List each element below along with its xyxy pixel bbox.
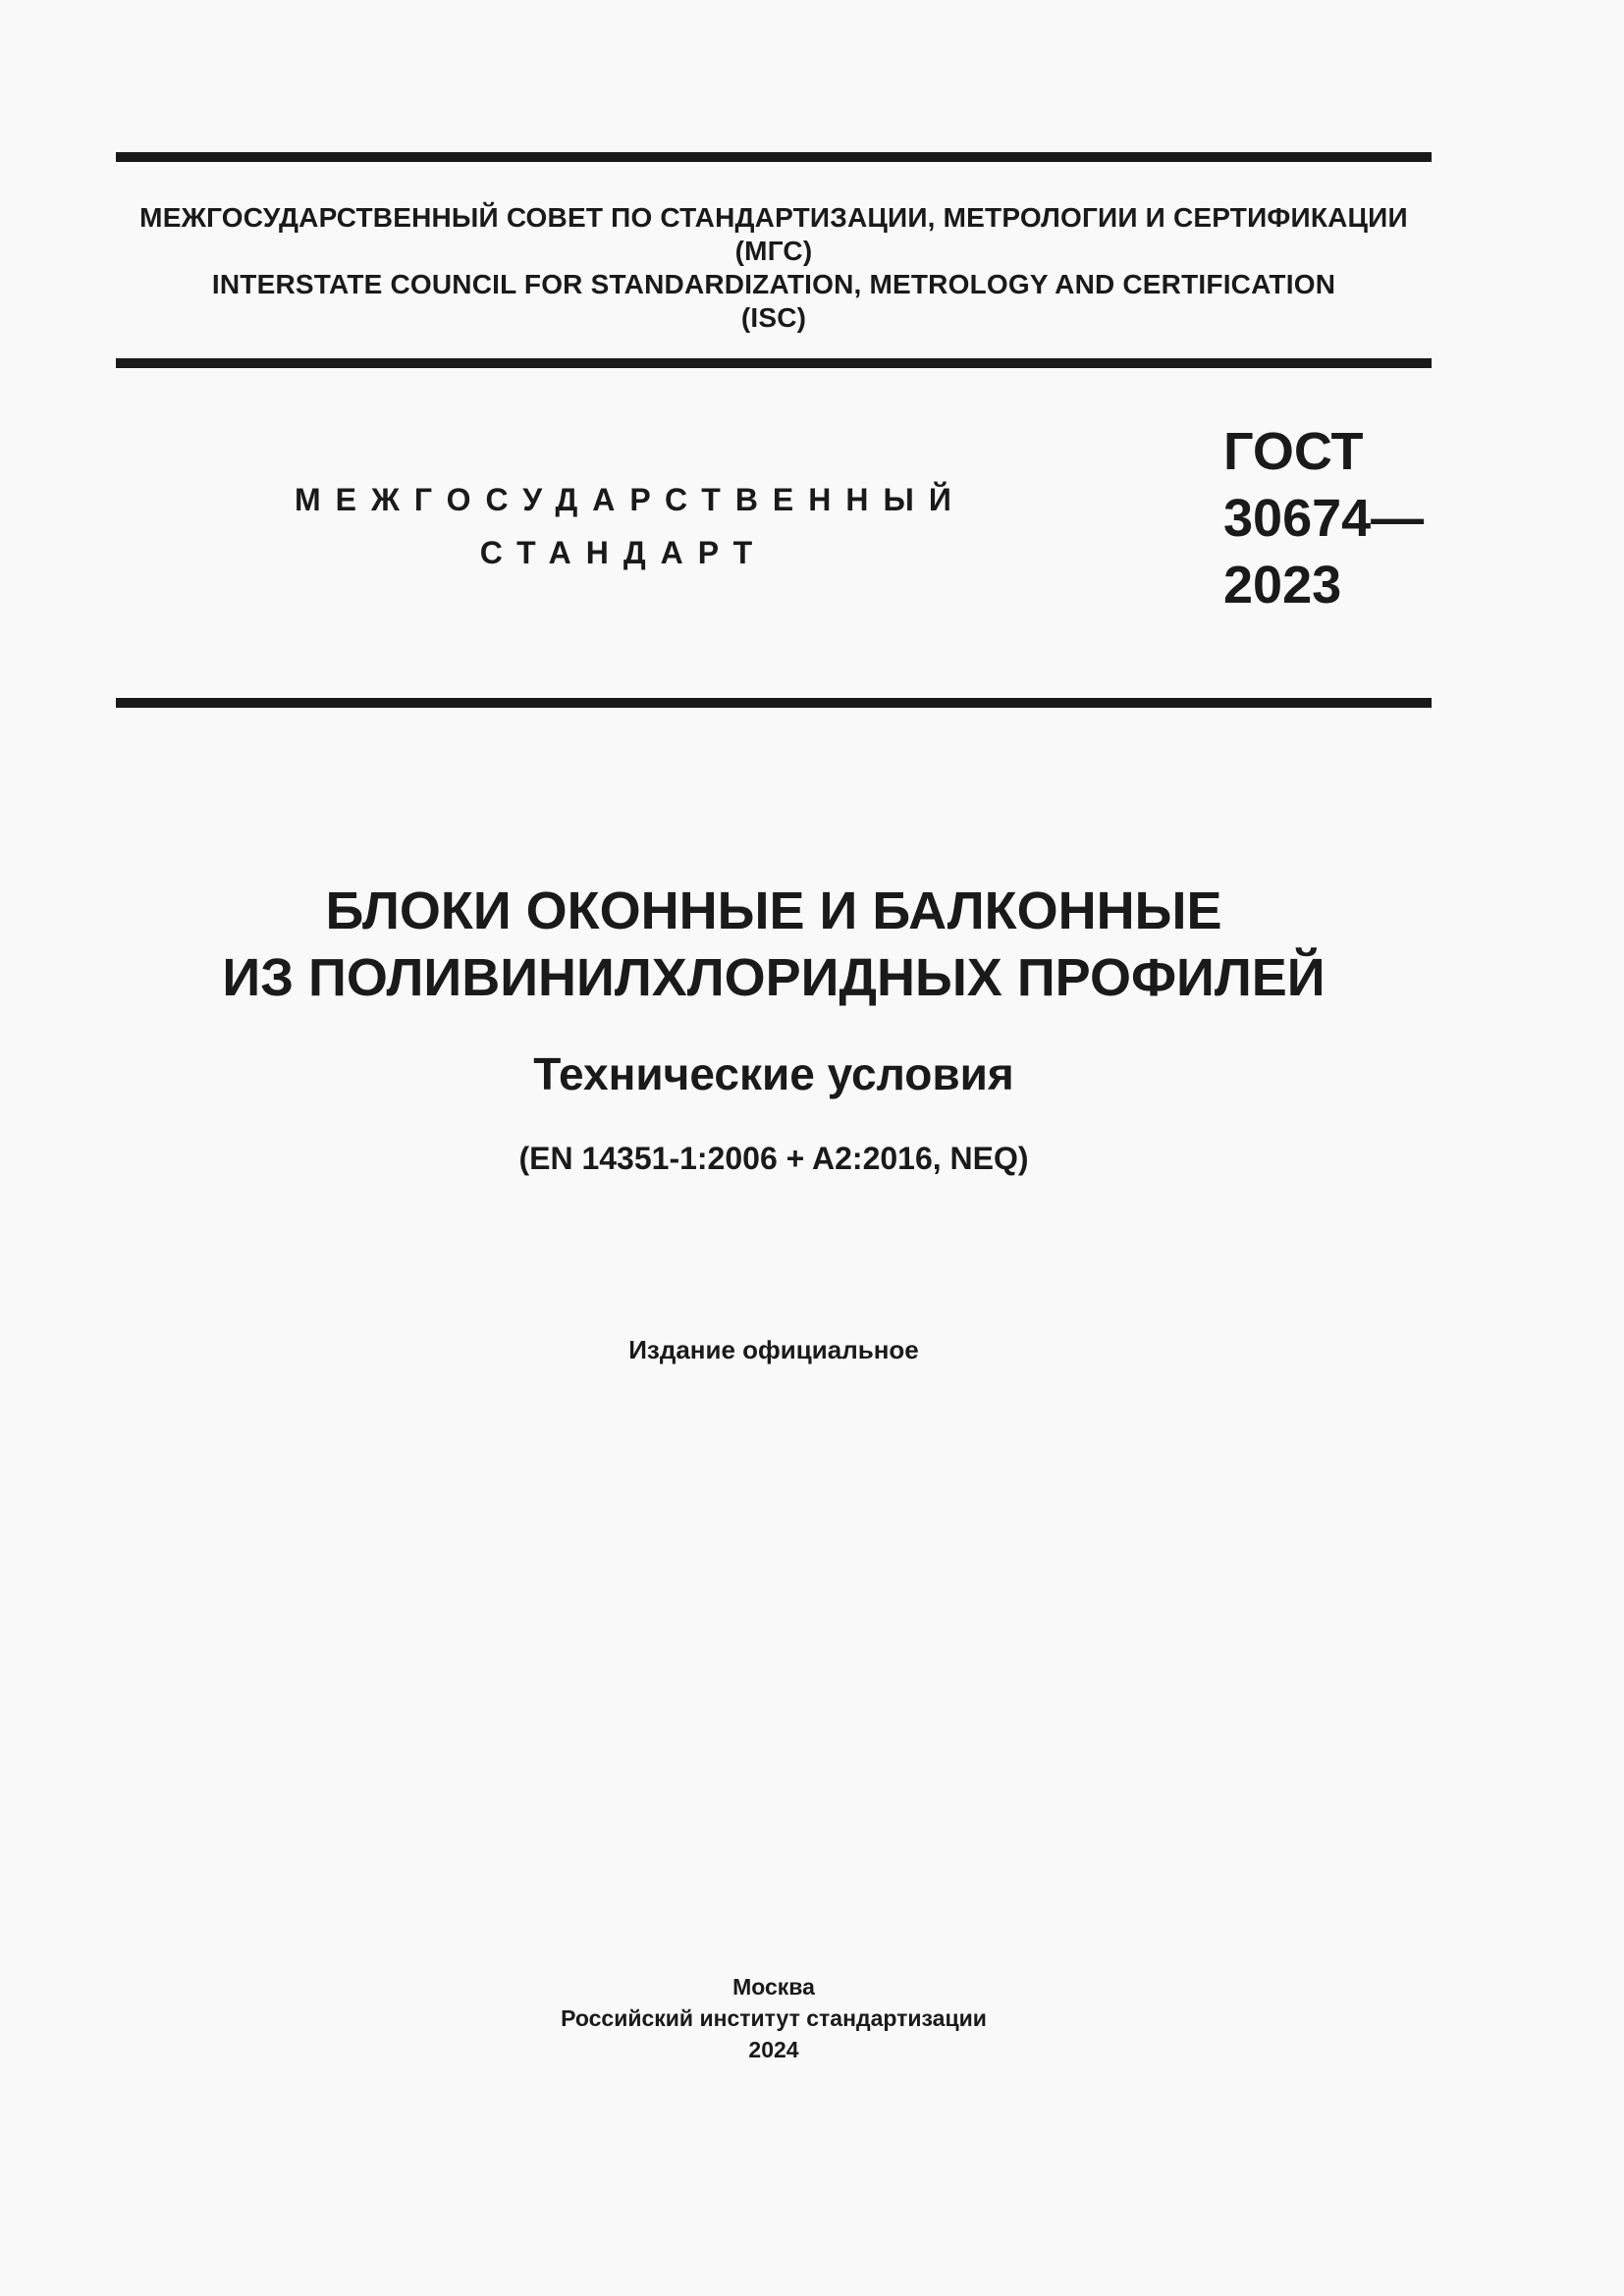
imprint-city: Москва [732,1974,815,2000]
imprint-year: 2024 [748,2037,799,2062]
edition-note: Издание официальное [628,1335,919,1364]
gost-year: 2023 [1223,556,1342,614]
council-header [116,201,1432,335]
imprint-publisher: Российский институт стандартизации [561,2005,987,2031]
title-line2: ИЗ ПОЛИВИНИЛХЛОРИДНЫХ ПРОФИЛЕЙ [222,948,1326,1007]
council-abbr-ru: (МГС) [734,236,813,266]
standard-kind-line2: СТАНДАРТ [479,535,768,570]
council-name-ru: МЕЖГОСУДАРСТВЕННЫЙ СОВЕТ ПО СТАНДАРТИЗАЦИИ, МЕТРОЛОГИИ И СЕРТИФИКАЦИИ [139,202,1408,233]
standard-kind [295,473,966,579]
document-subtitle: Технические условия [533,1048,1014,1099]
council-name-en: INTERSTATE COUNCIL FOR STANDARDIZATION, METROLOGY AND CERTIFICATION [211,269,1336,299]
designation-divider-rule [116,698,1432,708]
gost-designation [1223,418,1424,618]
council-abbr-en: (ISC) [740,302,807,333]
imprint [116,1971,1432,2065]
header-divider-rule [116,358,1432,368]
document-title [116,878,1432,1011]
gost-number: 30674— [1223,489,1425,548]
title-line1: БЛОКИ ОКОННЫЕ И БАЛКОННЫЕ [325,881,1222,940]
equivalence-reference: (EN 14351-1:2006 + A2:2016, NEQ) [518,1141,1029,1176]
gost-prefix: ГОСТ [1223,422,1364,481]
standard-kind-line1: МЕЖГОСУДАРСТВЕННЫЙ [295,482,966,517]
top-rule [116,152,1432,162]
